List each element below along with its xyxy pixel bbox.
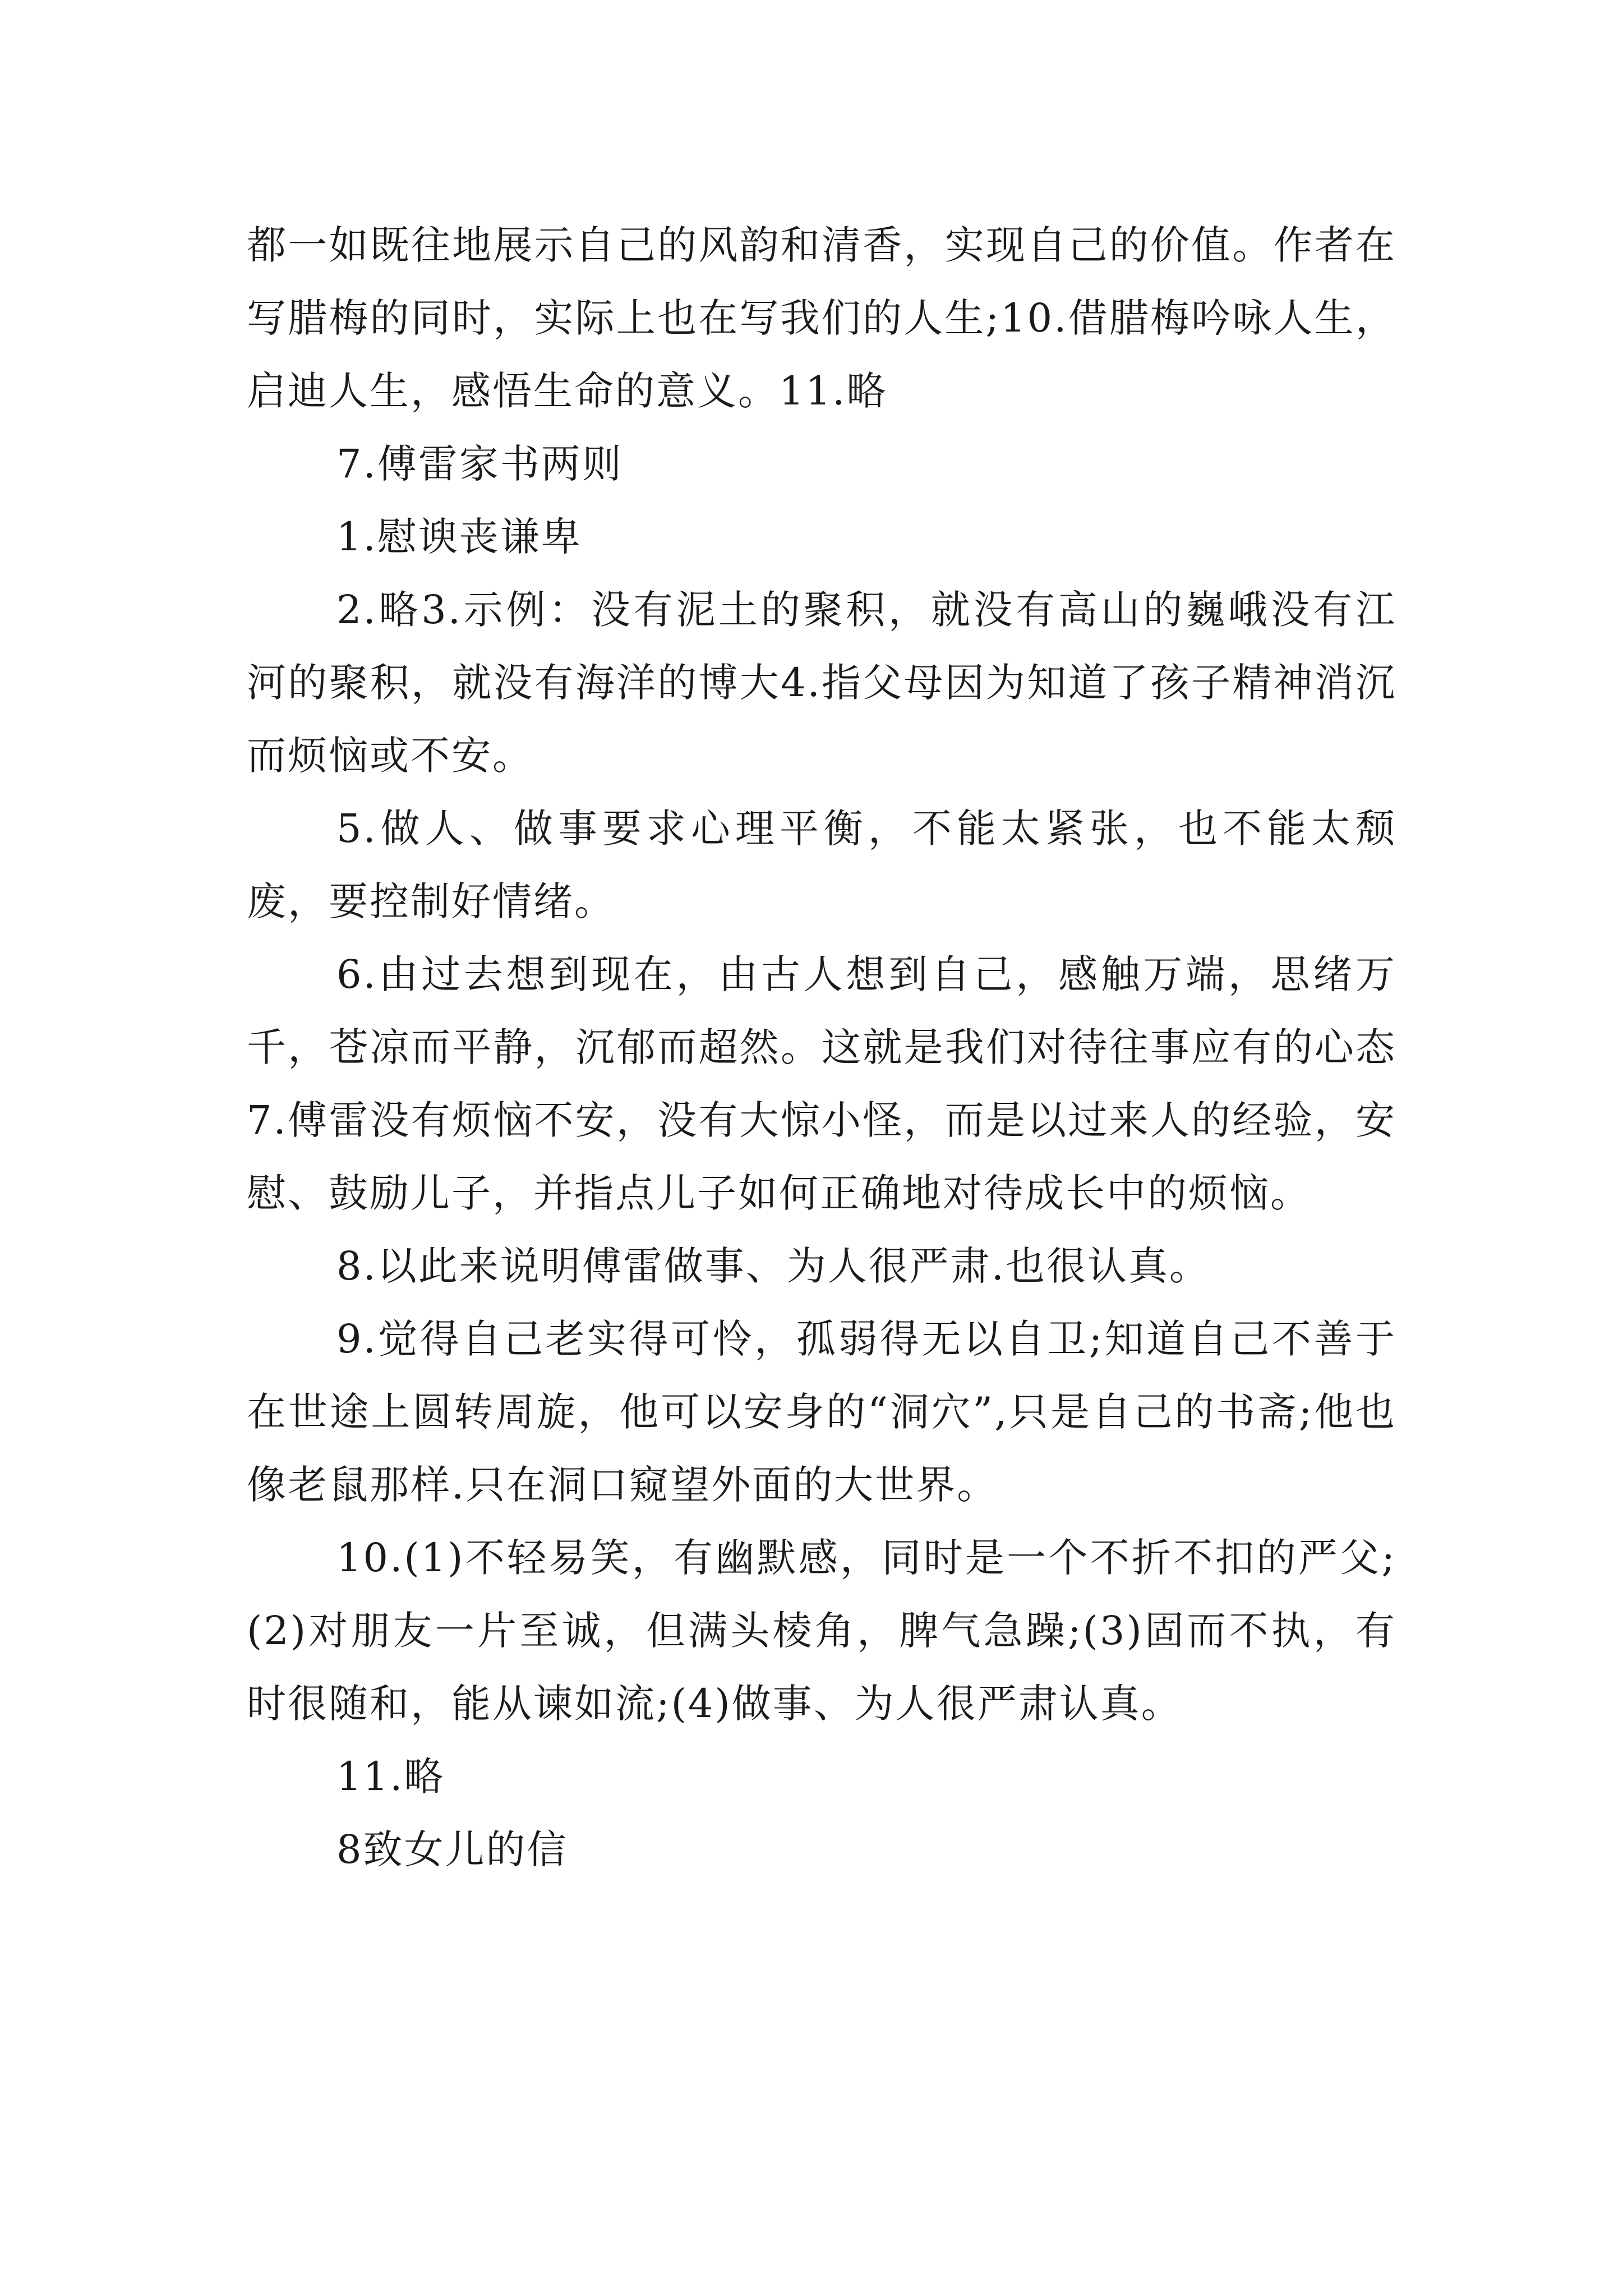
- paragraph-continuation: 都一如既往地展示自己的风韵和清香，实现自己的价值。作者在写腊梅的同时，实际上也在写我们的人生;10.借腊梅吟咏人生，启迪人生，感悟生命的意义。11.略: [247, 222, 1396, 414]
- answer-item: 8.以此来说明傅雷做事、为人很严肃.也很认真。: [336, 1243, 1211, 1289]
- answer-item: 6.由过去想到现在，由古人想到自己，感触万端，思绪万千，苍凉而平静，沉郁而超然。这就是我们对待往事应有的心态7.傅雷没有烦恼不安，没有大惊小怪，而是以过来人的经验，安慰、鼓励儿子，并指点儿子如何正确地对待成长中的烦恼。: [247, 951, 1396, 1216]
- answer-item: 11.略: [336, 1754, 445, 1800]
- answer-item: 5.做人、做事要求心理平衡，不能太紧张，也不能太颓废，要控制好情绪。: [247, 806, 1396, 924]
- answer-item: 2.略3.示例：没有泥土的聚积，就没有高山的巍峨没有江河的聚积，就没有海洋的博大4.指父母因为知道了孩子精神消沉而烦恼或不安。: [247, 587, 1396, 779]
- answer-item: 9.觉得自己老实得可怜，孤弱得无以自卫;知道自己不善于在世途上圆转周旋，他可以安身的“洞穴”,只是自己的书斋;他也像老鼠那样.只在洞口窥望外面的大世界。: [247, 1316, 1396, 1508]
- section-heading-letter: 8致女儿的信: [336, 1826, 568, 1872]
- answer-item: 1.慰谀丧谦卑: [336, 514, 582, 560]
- document-body: [247, 209, 1396, 1886]
- answer-item: 10.(1)不轻易笑，有幽默感，同时是一个不折不扣的严父;(2)对朋友一片至诚，但满头棱角，脾气急躁;(3)固而不执，有时很随和，能从谏如流;(4)做事、为人很严肃认真。: [247, 1535, 1396, 1727]
- section-heading-fu-lei: 7.傅雷家书两则: [336, 441, 623, 487]
